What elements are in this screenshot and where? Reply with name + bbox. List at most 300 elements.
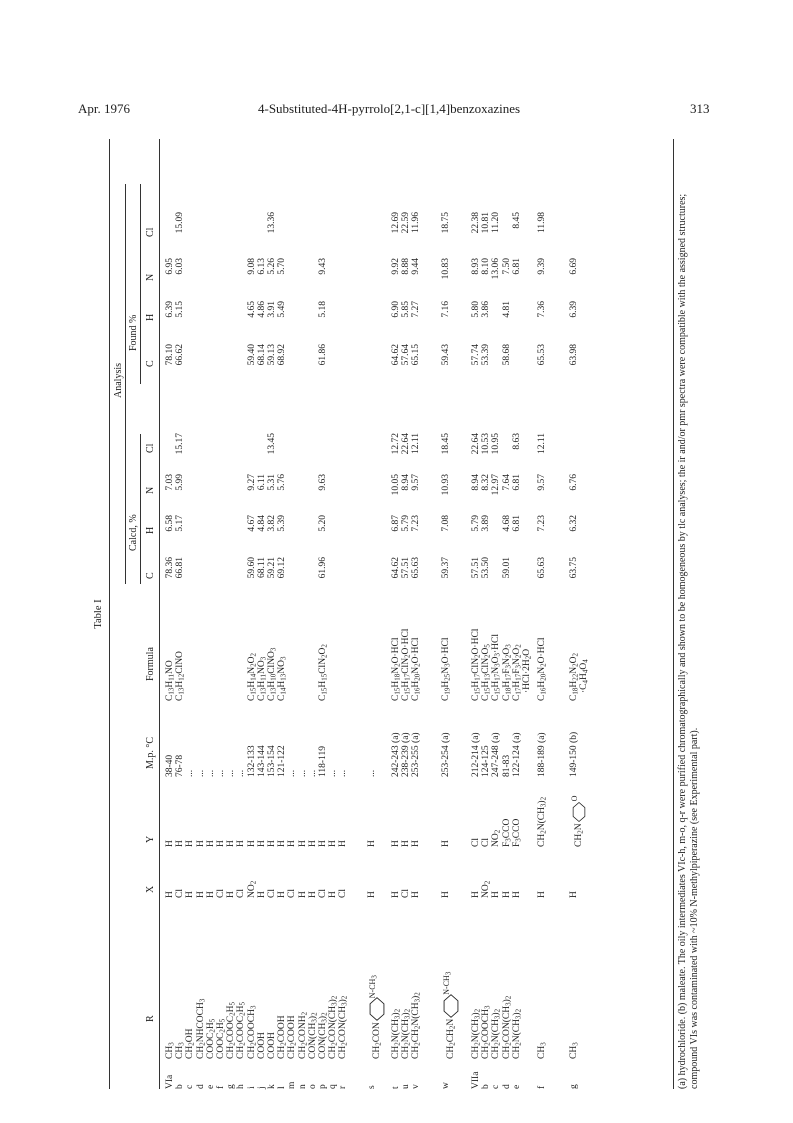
cell-mp: ...: [236, 769, 247, 777]
col-header-fcl: Cl: [145, 227, 156, 237]
cell-fn: 6.69: [569, 258, 579, 275]
cell-fc: 68.14: [256, 344, 267, 366]
cell-id: g: [569, 1084, 579, 1089]
cell-fcl: 8.45: [511, 212, 522, 229]
header-calcd: Calcd, %: [128, 514, 139, 551]
cell-n: 7.03: [165, 474, 175, 491]
cell-fc: 66.62: [175, 344, 186, 366]
cell-y: H: [267, 840, 277, 847]
cell-cl: 22.64: [401, 433, 412, 455]
cell-id: w: [441, 1082, 451, 1089]
cell-mp: ...: [328, 769, 339, 777]
cell-r: $CH_2N(CH_3)_2$: [401, 1008, 412, 1059]
cell-n: 8.94: [401, 474, 412, 491]
cell-id: q: [328, 1084, 339, 1089]
cell-fn: 6.13: [256, 258, 267, 275]
cell-n: 9.63: [318, 474, 328, 491]
cell-x: H: [511, 891, 522, 898]
cell-id: f: [537, 1085, 547, 1089]
cell-x: Cl: [216, 889, 226, 898]
cell-r: $CH_2N(CH_3)_2$: [491, 1008, 502, 1059]
cell-x: H: [491, 891, 502, 898]
cell-formula: $C_{15}H_{17}ClN_2O\cdot HCl$: [401, 628, 412, 701]
cell-mp: 124-125: [481, 745, 492, 777]
cell-h: 6.32: [569, 515, 579, 532]
cell-fcl: 11.20: [491, 212, 502, 234]
cell-mp: ...: [287, 769, 298, 777]
cell-r: $CH_2N(CH_3)_2$: [471, 1008, 482, 1059]
cell-fcl: 22.38: [471, 212, 481, 234]
table-bottom-rule: [673, 139, 674, 1089]
cell-formula: $C_{13}H_{11}NO$: [165, 660, 176, 701]
cell-n: 9.27: [246, 474, 257, 491]
cell-r: $CH_2CON(CH_3)_2$: [338, 995, 349, 1059]
cell-c: 57.51: [471, 557, 481, 579]
cell-mp: 238-239 (a): [401, 732, 412, 777]
cell-id: n: [297, 1084, 308, 1089]
found-rule: [140, 184, 141, 384]
cell-mp: ...: [367, 769, 377, 777]
cell-fc: 63.98: [569, 344, 579, 366]
cell-x: H: [328, 891, 339, 898]
cell-x: Cl: [318, 889, 328, 898]
cell-fh: 4.86: [256, 301, 267, 318]
cell-fh: 5.49: [277, 301, 288, 318]
cell-r: $CH_2CH_2N(CH_3)_2$: [411, 992, 422, 1059]
table-title: Table I: [93, 599, 104, 629]
col-header-x: X: [145, 885, 156, 893]
cell-r: $CH_2COOH$: [277, 1015, 288, 1059]
cell-c: 69.12: [277, 557, 288, 579]
cell-id: VIa: [165, 1074, 175, 1089]
cell-id: b: [481, 1084, 492, 1089]
cell-r: $CH_2OH$: [185, 1028, 196, 1059]
cell-id: r: [338, 1085, 349, 1089]
cell-x: H: [537, 891, 547, 898]
cell-x: H: [307, 891, 318, 898]
cell-n: 6.11: [256, 474, 267, 491]
cell-mp: 122-124 (a): [511, 732, 522, 777]
cell-id: g: [226, 1084, 237, 1089]
header-analysis: Analysis: [113, 363, 124, 398]
cell-fh: 3.91: [267, 301, 277, 318]
cell-h: 5.17: [175, 515, 186, 532]
cell-r: $CH_3$: [537, 1042, 548, 1059]
cell-x: H: [391, 891, 401, 898]
cell-x: H: [441, 891, 451, 898]
cell-h: 4.67: [246, 515, 257, 532]
cell-y: H: [367, 840, 377, 847]
cell-mp: 76-78: [175, 754, 186, 777]
cell-n: 8.32: [481, 474, 492, 491]
cell-y: H: [338, 840, 349, 847]
cell-id: j: [256, 1086, 267, 1089]
cell-id: t: [391, 1086, 401, 1089]
cell-mp: 143-144: [256, 745, 267, 777]
cell-r: $CH_2CON(CH_3)_2$: [501, 995, 513, 1059]
cell-formula: $C_{16}H_{20}N_2O\cdot HCl$: [411, 637, 422, 701]
cell-formula: $C_{18}H_{22}N_2O_2$ $\cdot C_4H_4O_4$: [569, 653, 590, 701]
col-header-cl: Cl: [145, 443, 156, 453]
cell-mp: 81-83: [501, 754, 512, 777]
cell-y: H: [411, 840, 422, 847]
rotated-table-region: [93, 139, 705, 1089]
cell-h: 3.82: [267, 515, 277, 532]
calcd-rule: [140, 434, 141, 584]
cell-h: 5.20: [318, 515, 328, 532]
cell-n: 5.76: [277, 474, 288, 491]
cell-y: Cl: [471, 838, 481, 847]
cell-fh: 7.16: [441, 301, 451, 318]
cell-cl: 10.53: [481, 433, 492, 455]
cell-id: l: [277, 1086, 288, 1089]
cell-fn: 8.10: [481, 258, 492, 275]
cell-mp: 242-243 (a): [391, 732, 401, 777]
cell-mp: 121-122: [277, 745, 288, 777]
cell-h: 5.79: [471, 515, 481, 532]
cell-c: 65.63: [411, 557, 422, 579]
col-header-fh: H: [145, 313, 156, 321]
cell-fcl: 12.69: [391, 212, 401, 234]
col-header-fc: C: [145, 360, 156, 367]
cell-c: 68.11: [256, 557, 267, 579]
cell-id: e: [205, 1084, 216, 1089]
cell-x: H: [226, 891, 237, 898]
cell-formula: $C_{13}H_{11}NO_3$: [256, 656, 268, 701]
cell-fc: 57.64: [401, 344, 412, 366]
cell-id: i: [246, 1086, 257, 1089]
cell-formula: $C_{15}H_{13}ClN_2O_5$: [481, 644, 492, 701]
col-header-y: Y: [145, 835, 156, 843]
cell-cl: 13.45: [267, 433, 277, 455]
cell-fc: 59.43: [441, 344, 451, 366]
cell-r: $CH_2CH_2N^{N-CH_3}$: [442, 971, 457, 1059]
cell-cl: 18.45: [441, 433, 451, 455]
cell-id: e: [511, 1084, 522, 1089]
cell-y: $F_3CCO$: [511, 818, 523, 847]
cell-c: 63.75: [569, 557, 579, 579]
cell-fn: 8.93: [471, 258, 481, 275]
cell-n: 5.99: [175, 474, 186, 491]
cell-fn: 13.06: [491, 258, 502, 280]
cell-x: H: [411, 891, 422, 898]
cell-y: $CH_2N(CH_3)_2$: [537, 796, 548, 847]
cell-x: Cl: [267, 889, 277, 898]
cell-y: H: [318, 840, 328, 847]
cell-fc: 57.74: [471, 344, 481, 366]
cell-fn: 6.03: [175, 258, 186, 275]
cell-y: H: [246, 840, 257, 847]
cell-mp: 188-189 (a): [537, 732, 547, 777]
cell-y: $CH_2N^O$: [570, 795, 585, 847]
cell-formula: $C_{15}H_{14}N_2O_2$: [246, 653, 258, 701]
cell-x: $NO_2$: [481, 880, 492, 898]
cell-r: $CH_3$: [569, 1042, 580, 1059]
cell-n: 9.57: [537, 474, 547, 491]
cell-fn: 8.88: [401, 258, 412, 275]
cell-h: 7.23: [411, 515, 422, 532]
cell-cl: 12.11: [411, 433, 422, 455]
cell-r: $CH_2CON^{N-CH_3}$: [368, 975, 383, 1059]
cell-c: 57.51: [401, 557, 412, 579]
cell-fc: 58.68: [501, 344, 512, 366]
cell-c: 59.01: [501, 557, 512, 579]
cell-fn: 9.43: [318, 258, 328, 275]
cell-x: H: [569, 891, 579, 898]
cell-y: H: [216, 840, 226, 847]
cell-r: $CH_2N(CH_3)_2$: [511, 1008, 523, 1059]
cell-h: 7.08: [441, 515, 451, 532]
cell-fc: 65.15: [411, 344, 422, 366]
cell-formula: $C_{18}H_{17}F_3N_2O_3$: [501, 644, 513, 701]
cell-fn: 10.83: [441, 258, 451, 280]
cell-formula: $C_{15}H_{15}ClN_2O_2$: [318, 644, 329, 701]
cell-id: f: [216, 1085, 226, 1089]
cell-fh: 7.27: [411, 301, 422, 318]
cell-y: H: [195, 840, 206, 847]
cell-c: 53.50: [481, 557, 492, 579]
cell-mp: 253-254 (a): [441, 732, 451, 777]
cell-x: $NO_2$: [246, 880, 258, 898]
cell-x: H: [205, 891, 216, 898]
cell-r: $CH_3$: [165, 1042, 176, 1059]
cell-fc: 61.86: [318, 344, 328, 366]
cell-id: h: [236, 1084, 247, 1089]
cell-y: H: [328, 840, 339, 847]
cell-formula: $C_{15}H_{17}N_3O_3\cdot HCl$: [491, 634, 502, 701]
cell-h: 4.84: [256, 515, 267, 532]
cell-fn: 9.08: [246, 258, 257, 275]
cell-fn: 5.70: [277, 258, 288, 275]
cell-y: H: [287, 840, 298, 847]
cell-id: d: [195, 1084, 206, 1089]
cell-x: H: [185, 891, 196, 898]
cell-x: Cl: [401, 889, 412, 898]
cell-r: $CH_2NHCOCH_3$: [195, 998, 207, 1059]
table-top-rule: [109, 139, 110, 1089]
cell-y: Cl: [481, 838, 492, 847]
cell-y: H: [401, 840, 412, 847]
cell-mp: ...: [338, 769, 349, 777]
cell-c: 61.96: [318, 557, 328, 579]
cell-fh: 7.36: [537, 301, 547, 318]
cell-cl: 22.64: [471, 433, 481, 455]
cell-mp: ...: [205, 769, 216, 777]
col-header-h: H: [145, 526, 156, 534]
cell-fc: 59.40: [246, 344, 257, 366]
cell-fh: 6.39: [165, 301, 175, 318]
cell-n: 10.05: [391, 474, 401, 496]
cell-c: 65.63: [537, 557, 547, 579]
cell-r: $CON(CH_3)_2$: [307, 1012, 319, 1059]
cell-y: H: [441, 840, 451, 847]
cell-mp: ...: [185, 769, 196, 777]
cell-id: o: [307, 1084, 318, 1089]
cell-cl: 12.72: [391, 433, 401, 455]
cell-fcl: 22.59: [401, 212, 412, 234]
cell-fh: 3.86: [481, 301, 492, 318]
cell-x: H: [195, 891, 206, 898]
cell-fc: 68.92: [277, 344, 288, 366]
cell-x: H: [367, 891, 377, 898]
cell-y: H: [297, 840, 308, 847]
cell-formula: $C_{16}H_{20}N_2O\cdot HCl$: [537, 637, 548, 701]
cell-mp: 153-154: [267, 745, 277, 777]
cell-h: 3.89: [481, 515, 492, 532]
cell-mp: 118-119: [318, 746, 328, 777]
cell-y: H: [391, 840, 401, 847]
page-number: 313: [690, 101, 710, 116]
col-header-mp: M.p. °C: [145, 736, 156, 769]
cell-id: VIIa: [471, 1071, 481, 1089]
cell-r: $CH_2N(CH_3)_2$: [391, 1008, 402, 1059]
col-header-c: C: [145, 572, 156, 579]
cell-y: H: [307, 840, 318, 847]
cell-mp: 149-150 (b): [569, 731, 579, 777]
cell-c: 64.62: [391, 557, 401, 579]
cell-y: H: [165, 840, 175, 847]
cell-fh: 4.65: [246, 301, 257, 318]
cell-fh: 5.15: [175, 301, 186, 318]
cell-x: Cl: [338, 889, 349, 898]
cell-x: H: [165, 891, 175, 898]
cell-c: 59.60: [246, 557, 257, 579]
cell-c: 78.36: [165, 557, 175, 579]
cell-n: 5.31: [267, 474, 277, 491]
cell-n: 10.93: [441, 474, 451, 496]
cell-mp: 38-40: [165, 754, 175, 777]
cell-x: H: [501, 891, 512, 898]
cell-x: H: [277, 891, 288, 898]
cell-id: d: [501, 1084, 512, 1089]
table-footnote: (a) hydrochloride. (b) maleate. The oily intermediates VIc-h, m-o, q-r were purified chromatographically and shown to be homogeneous by tlc analyses; the ir and/or pmr spectra were compatible with the assigned structures; compound VIs was contaminated with ~10% N-methylpiperazine (see Experimental part).: [677, 193, 700, 1089]
cell-c: 59.21: [267, 557, 277, 579]
cell-fn: 6.95: [165, 258, 175, 275]
cell-cl: 15.17: [175, 433, 186, 455]
cell-r: $CH_2CON(CH_3)_2$: [328, 995, 339, 1059]
cell-id: k: [267, 1084, 277, 1089]
cell-r: $CON(CH_3)_2$: [318, 1012, 329, 1059]
cell-fn: 7.50: [501, 258, 512, 275]
cell-id: c: [491, 1084, 502, 1089]
cell-id: u: [401, 1084, 412, 1089]
cell-c: 66.81: [175, 557, 186, 579]
cell-formula: $C_{13}H_{10}ClNO_3$: [267, 647, 278, 701]
cell-h: 6.81: [511, 515, 522, 532]
cell-fh: 5.80: [471, 301, 481, 318]
cell-h: 7.23: [537, 515, 547, 532]
cell-mp: ...: [216, 769, 226, 777]
cell-id: v: [411, 1084, 422, 1089]
cell-n: 6.76: [569, 474, 579, 491]
cell-mp: 212-214 (a): [471, 732, 481, 777]
cell-fn: 9.39: [537, 258, 547, 275]
cell-cl: 10.95: [491, 433, 502, 455]
cell-fc: 78.10: [165, 344, 175, 366]
cell-fh: 5.18: [318, 301, 328, 318]
cell-n: 12.97: [491, 474, 502, 496]
cell-cl: 12.11: [537, 433, 547, 455]
cell-y: $F_3CCO$: [501, 818, 513, 847]
cell-fc: 64.62: [391, 344, 401, 366]
cell-y: $NO_2$: [491, 829, 502, 847]
cell-r: $COOC_2H_5$: [216, 1018, 227, 1059]
cell-mp: ...: [195, 769, 206, 777]
cell-r: COOH: [256, 1032, 267, 1059]
cell-r: $CH_2COOH$: [287, 1015, 298, 1059]
cell-fn: 9.92: [391, 258, 401, 275]
cell-r: $COOC_2H_5$: [205, 1018, 217, 1059]
cell-y: H: [205, 840, 216, 847]
cell-r: $CH_2COOCH_3$: [246, 1005, 258, 1059]
cell-fh: 5.85: [401, 301, 412, 318]
cell-fh: 4.81: [501, 301, 512, 318]
cell-n: 7.64: [501, 474, 512, 491]
cell-formula: $C_{15}H_{18}N_2O\cdot HCl$: [391, 637, 402, 701]
cell-x: H: [256, 891, 267, 898]
col-header-r: R: [145, 1015, 156, 1022]
cell-y: H: [277, 840, 288, 847]
cell-y: H: [185, 840, 196, 847]
cell-id: m: [287, 1081, 298, 1089]
cell-r: COOH: [267, 1032, 277, 1059]
cell-y: H: [226, 840, 237, 847]
cell-id: p: [318, 1084, 328, 1089]
cell-x: Cl: [287, 889, 298, 898]
cell-id: b: [175, 1084, 186, 1089]
cell-mp: 132-133: [246, 745, 257, 777]
cell-fn: 9.44: [411, 258, 422, 275]
cell-mp: ...: [307, 769, 318, 777]
cell-id: s: [367, 1085, 377, 1089]
cell-r: $CH_2COOCH_3$: [481, 1005, 492, 1059]
cell-n: 9.57: [411, 474, 422, 491]
cell-fcl: 18.75: [441, 212, 451, 234]
cell-formula: $C_{13}H_{12}ClNO$: [175, 651, 186, 701]
cell-mp: ...: [297, 769, 308, 777]
cell-y: H: [236, 840, 247, 847]
cell-r: $CH_2COOC_2H_5$: [226, 1002, 237, 1059]
header-bottom-rule: [159, 139, 160, 1089]
col-header-n: N: [145, 486, 156, 494]
cell-r: $CH_3$: [175, 1042, 186, 1059]
col-header-fn: N: [145, 273, 156, 281]
cell-fcl: 15.09: [175, 212, 186, 234]
cell-h: 6.87: [391, 515, 401, 532]
cell-c: 59.37: [441, 557, 451, 579]
cell-fc: 65.53: [537, 344, 547, 366]
cell-h: 5.39: [277, 515, 288, 532]
cell-fc: 53.39: [481, 344, 492, 366]
cell-n: 6.81: [511, 474, 522, 491]
cell-mp: 253-255 (a): [411, 732, 422, 777]
cell-id: c: [185, 1084, 196, 1089]
cell-fn: 5.26: [267, 258, 277, 275]
cell-formula: $C_{19}H_{25}N_3O\cdot HCl$: [441, 637, 452, 701]
analysis-rule: [125, 184, 126, 584]
cell-fh: 6.39: [569, 301, 579, 318]
cell-x: H: [471, 891, 481, 898]
cell-h: 6.58: [165, 515, 175, 532]
cell-x: H: [297, 891, 308, 898]
cell-formula: $C_{15}H_{17}ClN_2O\cdot HCl$: [471, 628, 482, 701]
cell-x: Cl: [236, 889, 247, 898]
cell-mp: 247-248 (a): [491, 732, 502, 777]
cell-x: Cl: [175, 889, 186, 898]
cell-cl: 8.63: [511, 433, 522, 450]
col-header-formula: Formula: [145, 647, 156, 681]
cell-h: 4.68: [501, 515, 512, 532]
